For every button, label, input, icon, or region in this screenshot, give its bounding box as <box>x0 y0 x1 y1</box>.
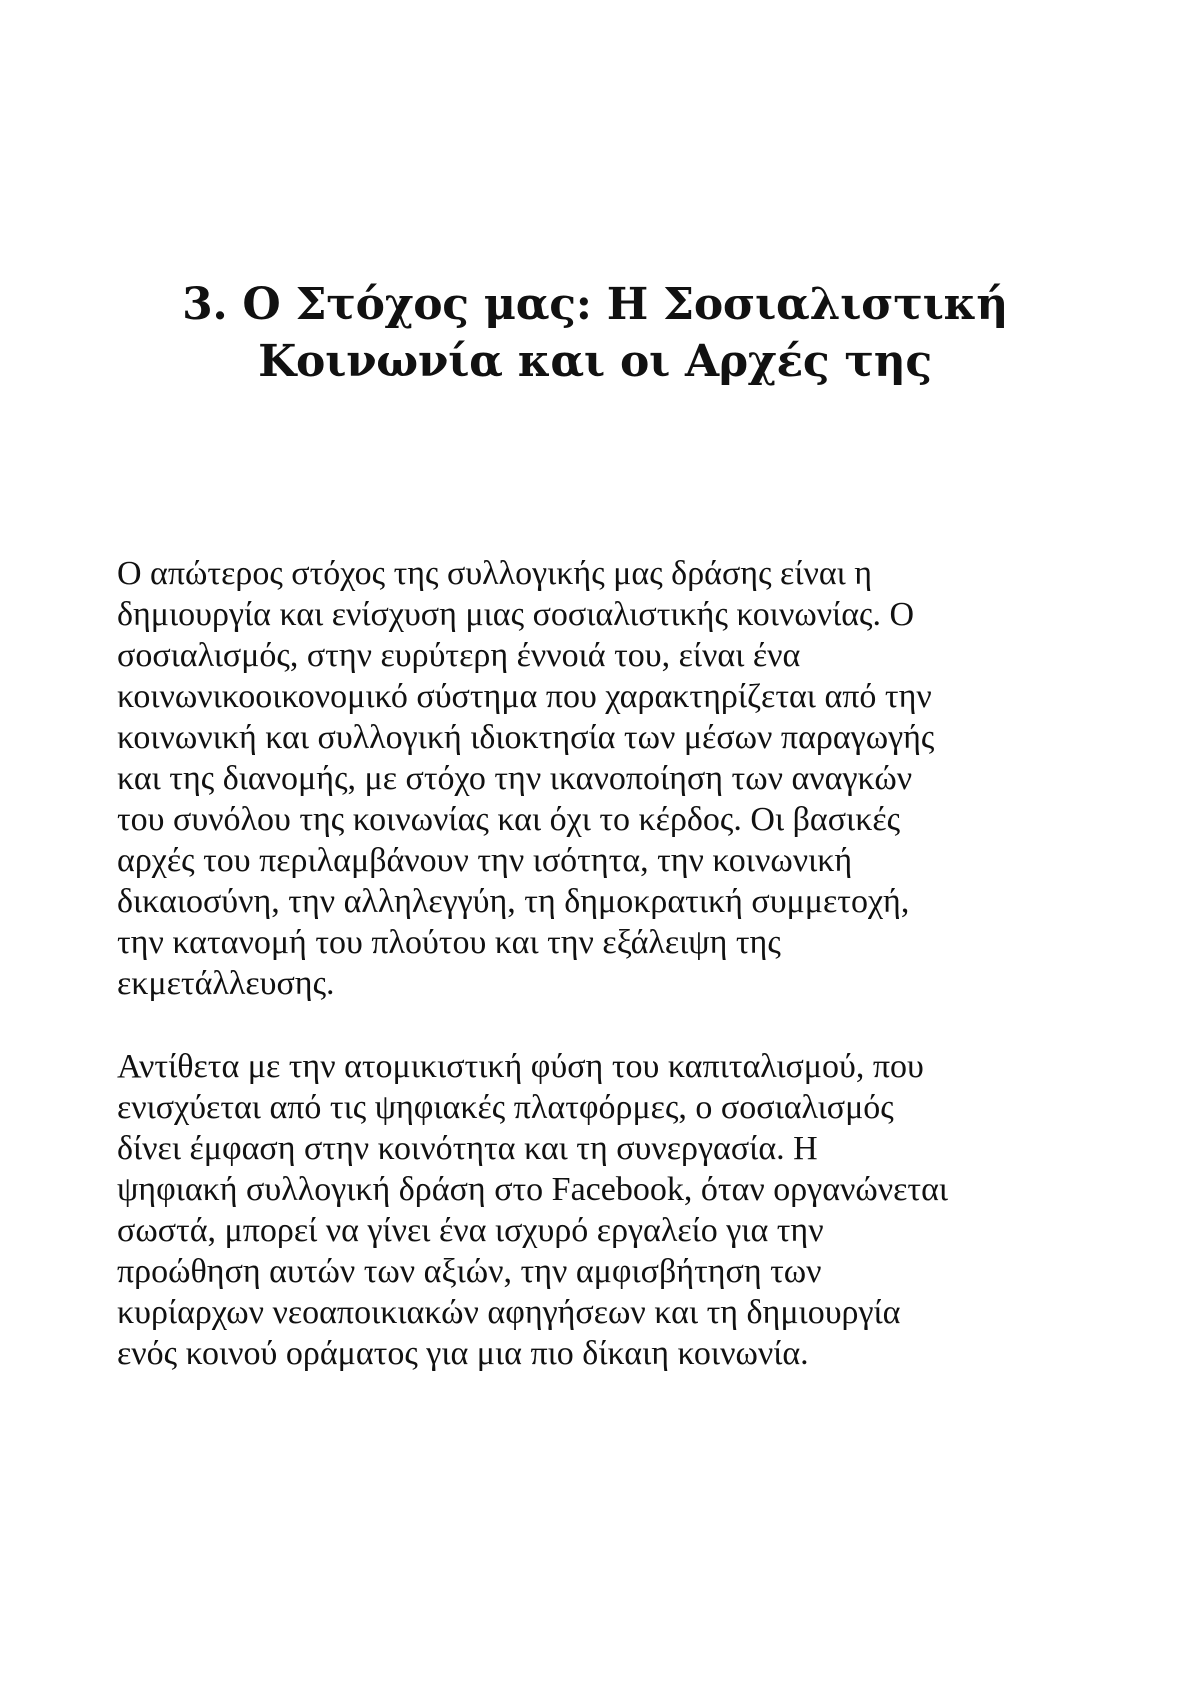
text-line: ψηφιακή συλλογική δράση στο Facebook, όταν οργανώνεται <box>117 1171 949 1208</box>
paragraph-1 <box>117 553 1097 1004</box>
text-line: ενισχύεται από τις ψηφιακές πλατφόρμες, ο σοσιαλισμός <box>117 1089 894 1126</box>
text-line: αρχές του περιλαμβάνουν την ισότητα, την κοινωνική <box>117 842 853 879</box>
text-line: και της διανομής, με στόχο την ικανοποίηση των αναγκών <box>117 760 913 797</box>
text-line: εκμετάλλευσης. <box>117 965 335 1002</box>
text-line: Αντίθετα με την ατομικιστική φύση του καπιταλισμού, που <box>117 1048 924 1085</box>
text-line: προώθηση αυτών των αξιών, την αμφισβήτηση των <box>117 1253 822 1290</box>
text-line: σωστά, μπορεί να γίνει ένα ισχυρό εργαλείο για την <box>117 1212 824 1249</box>
text-line: του συνόλου της κοινωνίας και όχι το κέρδος. Οι βασικές <box>117 801 901 838</box>
text-line: δίνει έμφαση στην κοινότητα και τη συνεργασία. Η <box>117 1130 818 1167</box>
text-line: ενός κοινού οράματος για μια πιο δίκαιη κοινωνία. <box>117 1335 809 1372</box>
text-line: δημιουργία και ενίσχυση μιας σοσιαλιστικής κοινωνίας. Ο <box>117 596 915 633</box>
paragraph-2 <box>117 1046 1097 1374</box>
text-line: Ο απώτερος στόχος της συλλογικής μας δράσης είναι η <box>117 555 873 592</box>
text-line: κυρίαρχων νεοαποικιακών αφηγήσεων και τη δημιουργία <box>117 1294 901 1331</box>
text-line: κοινωνικοοικονομικό σύστημα που χαρακτηρίζεται από την <box>117 678 932 715</box>
title-line: 3. Ο Στόχος μας: Η Σοσιαλιστική <box>182 279 1008 330</box>
text-line: την κατανομή του πλούτου και την εξάλειψη της <box>117 924 781 961</box>
text-line: σοσιαλισμός, στην ευρύτερη έννοιά του, είναι ένα <box>117 637 801 674</box>
page-title <box>0 276 1190 390</box>
text-line: δικαιοσύνη, την αλληλεγγύη, τη δημοκρατική συμμετοχή, <box>117 883 910 920</box>
text-line: κοινωνική και συλλογική ιδιοκτησία των μέσων παραγωγής <box>117 719 935 756</box>
title-line: Κοινωνία και οι Αρχές της <box>258 336 932 387</box>
